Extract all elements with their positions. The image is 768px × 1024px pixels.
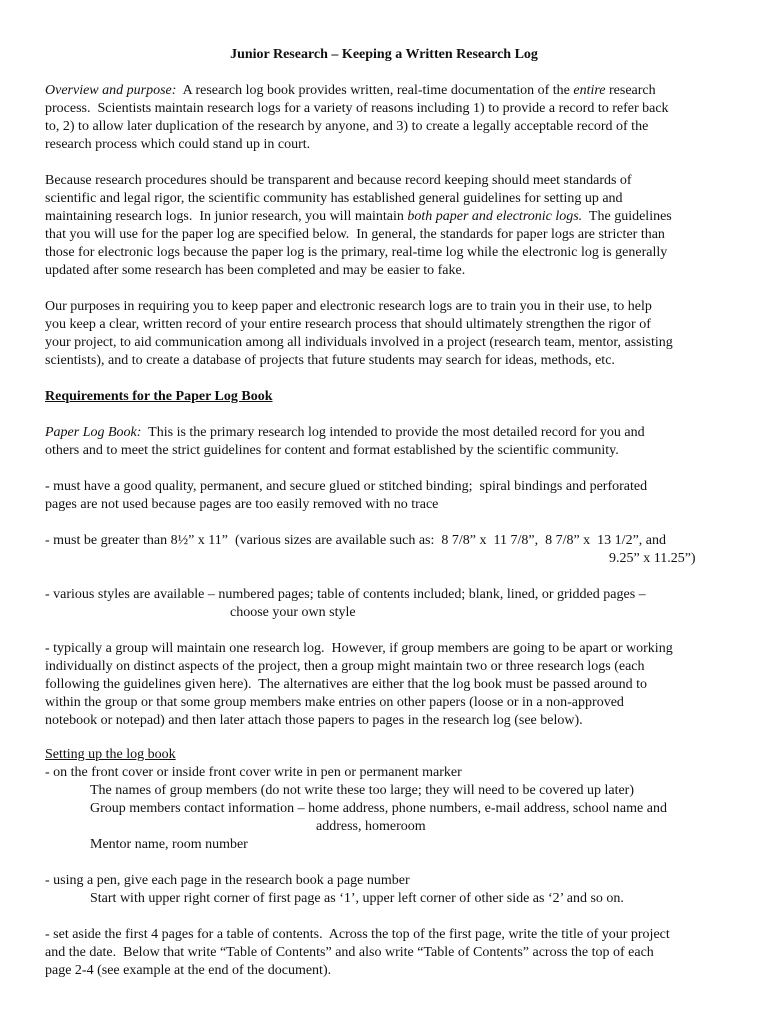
binding-line-1: - must have a good quality, permanent, and secure glued or stitched binding; spiral bindings and perforated	[45, 479, 648, 494]
pages-line-2: Start with upper right corner of first page as ‘1’, upper left corner of other side as ‘2’ and so on.	[90, 891, 624, 906]
pages-line-1: - using a pen, give each page in the research book a page number	[45, 873, 410, 888]
overview-line-4: research process which could stand up in court.	[45, 137, 311, 152]
para3-line-1: Our purposes in requiring you to keep paper and electronic research logs are to train you in their use, to help	[45, 299, 652, 314]
overview-line-1: Overview and purpose: A research log book provides written, real-time documentation of the entire research	[45, 83, 656, 98]
group-line-4: within the group or that some group members make entries on other papers (loose or in a non-approved	[45, 695, 624, 710]
paper-log-label: Paper Log Book:	[45, 425, 142, 440]
para3-line-4: scientists), and to create a database of projects that future students may search for ideas, methods, etc.	[45, 353, 615, 368]
setup-line-2: The names of group members (do not write these too large; they will need to be covered up later)	[90, 783, 635, 798]
group-line-1: - typically a group will maintain one research log. However, if group members are going to be apart or working	[45, 641, 673, 656]
toc-line-1: - set aside the first 4 pages for a table of contents. Across the top of the first page, write the title of your project	[45, 927, 670, 942]
size-line-2: 9.25” x 11.25”)	[609, 551, 696, 566]
overview-line-3: to, 2) to allow later duplication of the research by anyone, and 3) to create a legally acceptable record of the	[45, 119, 649, 134]
group-line-5: notebook or notepad) and then later attach those papers to pages in the research log (see below).	[45, 713, 583, 728]
para2-line-2: scientific and legal rigor, the scientific community has established general guidelines for setting up and	[45, 191, 623, 206]
size-line-1: - must be greater than 8½” x 11” (various sizes are available such as: 8 7/8” x 11 7/8”, 8 7/8” x 13 1/2”, and	[45, 533, 666, 548]
setup-heading: Setting up the log book	[45, 747, 176, 762]
styles-line-1: - various styles are available – numbered pages; table of contents included; blank, lined, or gridded pages –	[45, 587, 646, 602]
para2-line-6: updated after some research has been completed and may be easier to fake.	[45, 263, 466, 278]
setup-line-3: Group members contact information – home address, phone numbers, e-mail address, school name and	[90, 801, 667, 816]
setup-line-1: - on the front cover or inside front cover write in pen or permanent marker	[45, 765, 462, 780]
para3-line-3: your project, to aid communication among all individuals involved in a project (research team, mentor, assisting	[45, 335, 673, 350]
overview-label: Overview and purpose:	[45, 83, 177, 98]
para2-line-4: that you will use for the paper log are specified below. In general, the standards for paper logs are stricter than	[45, 227, 665, 242]
requirements-heading: Requirements for the Paper Log Book	[45, 389, 273, 404]
group-line-2: individually on distinct aspects of the project, then a group might maintain two or three research logs (each	[45, 659, 645, 674]
para2-line-3: maintaining research logs. In junior research, you will maintain both paper and electronic logs. The guidelines	[45, 209, 672, 224]
document-title: Junior Research – Keeping a Written Research Log	[230, 47, 538, 62]
paper-log-line-2: others and to meet the strict guidelines for content and format established by the scientific community.	[45, 443, 619, 458]
paper-log-line-1: Paper Log Book: This is the primary research log intended to provide the most detailed record for you and	[45, 425, 645, 440]
toc-line-2: and the date. Below that write “Table of Contents” and also write “Table of Contents” across the top of each	[45, 945, 654, 960]
para3-line-2: you keep a clear, written record of your entire research process that should ultimately strengthen the rigor of	[45, 317, 651, 332]
styles-line-2: choose your own style	[230, 605, 356, 620]
binding-line-2: pages are not used because pages are too easily removed with no trace	[45, 497, 439, 512]
toc-line-3: page 2-4 (see example at the end of the document).	[45, 963, 332, 978]
overview-line-2: process. Scientists maintain research logs for a variety of reasons including 1) to provide a record to refer back	[45, 101, 669, 116]
para2-line-1: Because research procedures should be transparent and because record keeping should meet standards of	[45, 173, 632, 188]
para2-line-5: those for electronic logs because the paper log is the primary, real-time log while the electronic log is generally	[45, 245, 668, 260]
setup-line-4: address, homeroom	[316, 819, 426, 834]
setup-line-5: Mentor name, room number	[90, 837, 248, 852]
group-line-3: following the guidelines given here). The alternatives are either that the log book must be passed around to	[45, 677, 647, 692]
